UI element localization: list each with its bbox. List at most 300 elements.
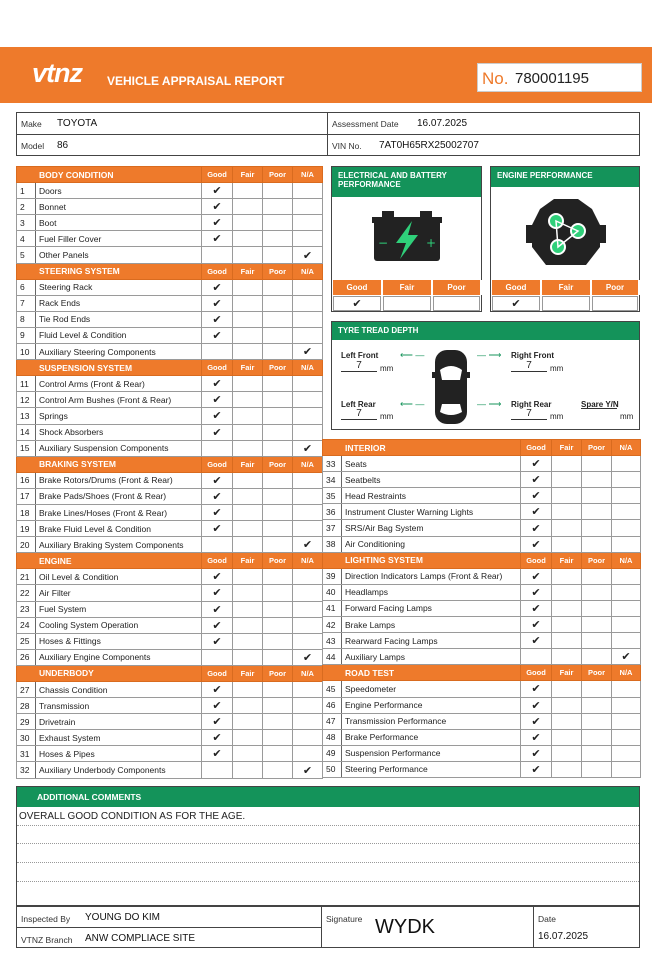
rating-cell-fair[interactable]	[233, 617, 263, 633]
checklist-row	[17, 311, 323, 327]
rating-cell-n-a[interactable]	[612, 520, 641, 536]
rating-header-fair: Fair	[233, 553, 263, 569]
rating-cell-n-a[interactable]	[293, 730, 323, 746]
rating-cell-fair[interactable]	[552, 761, 582, 777]
rating-cell-fair[interactable]	[233, 183, 263, 199]
rating-cell-good[interactable]: ✔	[202, 569, 233, 585]
rating-cell-poor[interactable]	[263, 617, 293, 633]
rating-cell-n-a[interactable]	[293, 183, 323, 199]
rating-cell-good[interactable]: ✔	[202, 408, 233, 424]
rating-cell-n-a[interactable]	[293, 698, 323, 714]
rating-cell-fair[interactable]	[233, 376, 263, 392]
rating-cell-poor[interactable]	[263, 601, 293, 617]
tyre-tread-panel	[331, 321, 640, 430]
rating-cell-fair[interactable]	[233, 279, 263, 295]
rating-cell-good[interactable]: ✔	[202, 730, 233, 746]
item-name: Other Panels	[36, 247, 202, 263]
rating-cell-good[interactable]: ✔	[492, 296, 540, 311]
rating-cell-poor[interactable]	[263, 762, 293, 778]
section-title: STEERING SYSTEM	[17, 263, 202, 279]
rating-cell-poor[interactable]	[592, 296, 638, 311]
item-number: 33	[323, 456, 342, 472]
rating-cell-fair[interactable]	[233, 730, 263, 746]
rating-cell-good[interactable]: ✔	[202, 682, 233, 698]
checklist-row	[17, 649, 323, 665]
battery-icon	[372, 207, 442, 263]
rating-cell-poor[interactable]	[263, 440, 293, 456]
rating-cell-fair[interactable]	[233, 215, 263, 231]
rating-cell-n-a[interactable]	[612, 536, 641, 552]
svg-text:+: +	[426, 236, 437, 250]
rating-cell-n-a[interactable]	[612, 504, 641, 520]
rating-cell-good[interactable]: ✔	[521, 536, 552, 552]
date-value: 16.07.2025	[417, 118, 468, 129]
checklist-row	[17, 472, 323, 488]
rating-cell-n-a[interactable]: ✔	[293, 762, 323, 778]
rating-cell-n-a[interactable]	[293, 424, 323, 440]
rating-cell-good[interactable]	[202, 537, 233, 553]
rating-cell-poor[interactable]	[263, 327, 293, 343]
rating-cell-good[interactable]: ✔	[202, 279, 233, 295]
rating-cell-poor[interactable]	[582, 697, 612, 713]
item-name: Fuel Filler Cover	[36, 231, 202, 247]
rating-cell-good[interactable]: ✔	[202, 392, 233, 408]
rating-cell-good[interactable]: ✔	[521, 681, 552, 697]
rating-cell-good[interactable]: ✔	[202, 183, 233, 199]
rating-cell-fair[interactable]	[552, 697, 582, 713]
rating-cell-fair[interactable]	[552, 649, 582, 665]
rating-cell-poor[interactable]	[582, 520, 612, 536]
signature-value: WYDK	[375, 916, 435, 938]
rating-cell-good[interactable]: ✔	[521, 729, 552, 745]
rating-cell-poor[interactable]	[582, 472, 612, 488]
rating-cell-n-a[interactable]	[293, 633, 323, 649]
rating-cell-n-a[interactable]	[612, 488, 641, 504]
rating-cell-poor[interactable]	[582, 600, 612, 616]
rating-cell-fair[interactable]	[552, 456, 582, 472]
rating-cell-fair[interactable]	[233, 649, 263, 665]
rating-cell-poor[interactable]	[582, 504, 612, 520]
rating-header-poor: Poor	[263, 263, 293, 279]
rating-cell-n-a[interactable]	[612, 697, 641, 713]
rating-cell-fair[interactable]	[233, 247, 263, 263]
rating-cell-poor[interactable]	[263, 682, 293, 698]
rating-cell-poor[interactable]	[582, 456, 612, 472]
rating-cell-fair[interactable]	[233, 521, 263, 537]
rating-cell-good[interactable]: ✔	[521, 520, 552, 536]
rating-cell-n-a[interactable]: ✔	[293, 537, 323, 553]
rating-cell-poor[interactable]	[263, 231, 293, 247]
rating-cell-fair[interactable]	[233, 682, 263, 698]
rating-cell-fair[interactable]	[233, 633, 263, 649]
rating-cell-poor[interactable]	[263, 521, 293, 537]
rating-cell-n-a[interactable]	[293, 682, 323, 698]
rating-cell-poor[interactable]	[582, 761, 612, 777]
rating-cell-fair[interactable]	[233, 569, 263, 585]
rating-cell-good[interactable]: ✔	[202, 215, 233, 231]
rating-cell-fair[interactable]	[233, 408, 263, 424]
rating-cell-n-a[interactable]	[293, 472, 323, 488]
rating-cell-good[interactable]: ✔	[202, 376, 233, 392]
right-front-label: Right Front	[511, 351, 555, 360]
rating-cell-good[interactable]	[202, 649, 233, 665]
rating-cell-poor[interactable]	[263, 537, 293, 553]
item-name: Engine Performance	[342, 697, 521, 713]
item-name: Transmission Performance	[342, 713, 521, 729]
rating-cell-good[interactable]: ✔	[202, 424, 233, 440]
rating-header-fair: Fair	[233, 167, 263, 183]
rating-cell-good[interactable]: ✔	[202, 633, 233, 649]
rating-cell-poor[interactable]	[433, 296, 480, 311]
rating-cell-good[interactable]	[202, 762, 233, 778]
rating-cell-poor[interactable]	[263, 472, 293, 488]
rating-cell-poor[interactable]	[582, 745, 612, 761]
rating-cell-fair[interactable]	[552, 745, 582, 761]
rating-cell-fair[interactable]	[552, 633, 582, 649]
section-title: SUSPENSION SYSTEM	[17, 360, 202, 376]
rating-cell-fair[interactable]	[233, 746, 263, 762]
rating-cell-good[interactable]	[202, 247, 233, 263]
item-number: 48	[323, 729, 342, 745]
item-number: 16	[17, 472, 36, 488]
item-number: 40	[323, 584, 342, 600]
rating-cell-poor[interactable]	[263, 585, 293, 601]
rating-cell-n-a[interactable]	[293, 746, 323, 762]
checklist-row	[323, 633, 641, 649]
section-title: LIGHTING SYSTEM	[323, 552, 521, 568]
rating-cell-good[interactable]: ✔	[521, 745, 552, 761]
rating-cell-good[interactable]: ✔	[202, 231, 233, 247]
rating-cell-good[interactable]	[521, 649, 552, 665]
rating-cell-fair[interactable]	[233, 585, 263, 601]
rating-cell-fair[interactable]	[552, 729, 582, 745]
rating-cell-fair[interactable]	[552, 520, 582, 536]
rating-cell-n-a[interactable]	[293, 521, 323, 537]
rating-cell-poor[interactable]	[263, 215, 293, 231]
electrical-rating-cells	[333, 296, 482, 311]
rating-cell-fair[interactable]	[233, 762, 263, 778]
rating-cell-poor[interactable]	[263, 488, 293, 504]
rating-cell-good[interactable]	[202, 344, 233, 360]
rating-header-good: Good	[521, 440, 552, 456]
item-name: Auxiliary Braking System Components	[36, 537, 202, 553]
rating-cell-good[interactable]: ✔	[202, 504, 233, 520]
rating-cell-good[interactable]: ✔	[521, 568, 552, 584]
rating-cell-n-a[interactable]	[293, 408, 323, 424]
rating-cell-n-a[interactable]	[293, 231, 323, 247]
rating-cell-poor[interactable]	[263, 649, 293, 665]
rating-cell-n-a[interactable]	[293, 714, 323, 730]
rating-cell-fair[interactable]	[552, 617, 582, 633]
rating-cell-poor[interactable]	[263, 714, 293, 730]
rating-cell-fair[interactable]	[233, 601, 263, 617]
checklist-row	[17, 521, 323, 537]
rating-cell-good[interactable]: ✔	[202, 488, 233, 504]
rating-cell-good[interactable]: ✔	[521, 697, 552, 713]
rating-header-n-a: N/A	[293, 665, 323, 681]
rating-cell-fair[interactable]	[552, 504, 582, 520]
rating-cell-n-a[interactable]	[612, 745, 641, 761]
rating-cell-n-a[interactable]: ✔	[293, 247, 323, 263]
model-label: Model	[21, 141, 45, 151]
rating-header-poor: Poor	[263, 456, 293, 472]
checklist-row	[17, 569, 323, 585]
rating-cell-poor[interactable]	[582, 681, 612, 697]
rating-cell-poor[interactable]	[263, 295, 293, 311]
rating-cell-good[interactable]: ✔	[521, 504, 552, 520]
rating-cell-good[interactable]: ✔	[521, 584, 552, 600]
rating-cell-good[interactable]: ✔	[521, 456, 552, 472]
item-number: 20	[17, 537, 36, 553]
comment-line	[17, 863, 639, 882]
item-name: Transmission	[36, 698, 202, 714]
checklist-row	[17, 424, 323, 440]
rating-cell-poor[interactable]	[263, 199, 293, 215]
rating-cell-fair[interactable]	[542, 296, 590, 311]
rating-cell-fair[interactable]	[233, 199, 263, 215]
rating-cell-poor[interactable]	[263, 279, 293, 295]
rating-cell-poor[interactable]	[263, 504, 293, 520]
item-number: 44	[323, 649, 342, 665]
rating-cell-fair[interactable]	[552, 488, 582, 504]
rating-cell-poor[interactable]	[582, 633, 612, 649]
rating-header-fair: Fair	[552, 440, 582, 456]
rating-cell-fair[interactable]	[233, 698, 263, 714]
rating-cell-poor[interactable]	[263, 730, 293, 746]
left-rear-label: Left Rear	[341, 400, 376, 409]
rating-cell-fair[interactable]	[552, 536, 582, 552]
checklist-row	[17, 199, 323, 215]
item-name: Head Restraints	[342, 488, 521, 504]
rating-cell-n-a[interactable]	[293, 215, 323, 231]
vtnz-logo: vtnz	[32, 58, 82, 88]
item-name: Auxiliary Suspension Components	[36, 440, 202, 456]
rating-cell-n-a[interactable]	[612, 568, 641, 584]
engine-performance-title: ENGINE PERFORMANCE	[491, 167, 639, 187]
rating-cell-fair[interactable]	[233, 392, 263, 408]
rating-cell-n-a[interactable]	[293, 279, 323, 295]
rating-cell-good[interactable]: ✔	[202, 746, 233, 762]
rating-cell-good[interactable]: ✔	[521, 761, 552, 777]
rating-cell-good[interactable]: ✔	[202, 714, 233, 730]
rating-cell-poor[interactable]	[263, 424, 293, 440]
rating-cell-fair[interactable]	[233, 472, 263, 488]
rating-cell-poor[interactable]	[582, 536, 612, 552]
rating-cell-n-a[interactable]	[612, 633, 641, 649]
rating-cell-poor[interactable]	[582, 617, 612, 633]
rating-cell-fair[interactable]	[233, 440, 263, 456]
rating-cell-good[interactable]: ✔	[202, 698, 233, 714]
comment-line	[17, 844, 639, 863]
underbody-header	[17, 665, 323, 681]
rating-cell-n-a[interactable]	[293, 311, 323, 327]
left-checklist-table	[16, 166, 323, 779]
item-number: 8	[17, 311, 36, 327]
rating-cell-fair[interactable]	[552, 681, 582, 697]
rating-cell-n-a[interactable]	[293, 295, 323, 311]
rating-cell-good[interactable]: ✔	[202, 472, 233, 488]
rating-cell-n-a[interactable]	[293, 392, 323, 408]
right-rear-value: 7	[511, 408, 547, 420]
checklist-row	[17, 601, 323, 617]
rating-cell-n-a[interactable]	[612, 617, 641, 633]
checklist-row	[17, 376, 323, 392]
item-number: 1	[17, 183, 36, 199]
rating-cell-poor[interactable]	[263, 569, 293, 585]
signature-label: Signature	[326, 914, 363, 924]
rating-cell-n-a[interactable]	[612, 456, 641, 472]
rating-cell-poor[interactable]	[582, 488, 612, 504]
rating-cell-good[interactable]: ✔	[333, 296, 381, 311]
vin-value: 7AT0H65RX25002707	[379, 140, 479, 151]
rating-cell-n-a[interactable]	[293, 199, 323, 215]
item-number: 14	[17, 424, 36, 440]
checklist-row	[323, 488, 641, 504]
rating-cell-n-a[interactable]	[612, 584, 641, 600]
rating-cell-poor[interactable]	[582, 649, 612, 665]
rating-cell-n-a[interactable]	[612, 713, 641, 729]
rating-cell-poor[interactable]	[263, 311, 293, 327]
rating-cell-fair[interactable]	[552, 472, 582, 488]
rating-cell-fair[interactable]	[233, 488, 263, 504]
item-name: Suspension Performance	[342, 745, 521, 761]
rating-cell-poor[interactable]	[263, 392, 293, 408]
rating-cell-fair[interactable]	[552, 713, 582, 729]
arrow-left-icon: ⟵ —	[400, 399, 425, 409]
item-name: Direction Indicators Lamps (Front & Rear)	[342, 568, 521, 584]
comment-line	[17, 882, 639, 901]
checklist-row	[323, 729, 641, 745]
rating-cell-good[interactable]: ✔	[521, 488, 552, 504]
rating-header-fair: Fair	[383, 280, 433, 295]
checklist-row	[17, 730, 323, 746]
rating-cell-fair[interactable]	[233, 311, 263, 327]
make-label: Make	[21, 119, 42, 129]
rating-cell-fair[interactable]	[233, 344, 263, 360]
checklist-row	[323, 617, 641, 633]
rating-cell-n-a[interactable]: ✔	[293, 344, 323, 360]
rating-cell-n-a[interactable]	[293, 327, 323, 343]
rating-header-fair: Fair	[233, 665, 263, 681]
rating-cell-fair[interactable]	[233, 537, 263, 553]
rating-cell-n-a[interactable]: ✔	[293, 440, 323, 456]
rating-cell-n-a[interactable]: ✔	[612, 649, 641, 665]
rating-cell-n-a[interactable]	[293, 617, 323, 633]
checklist-row	[17, 231, 323, 247]
rating-cell-n-a[interactable]	[612, 729, 641, 745]
rating-cell-n-a[interactable]	[612, 681, 641, 697]
rating-header-poor: Poor	[582, 665, 612, 681]
checklist-row	[17, 698, 323, 714]
engine-icon	[526, 195, 606, 271]
rating-cell-n-a[interactable]	[612, 761, 641, 777]
engine-header	[17, 553, 323, 569]
rating-cell-fair[interactable]	[552, 584, 582, 600]
item-number: 28	[17, 698, 36, 714]
rating-cell-good[interactable]	[202, 440, 233, 456]
rating-cell-fair[interactable]	[233, 327, 263, 343]
item-number: 3	[17, 215, 36, 231]
rating-cell-good[interactable]: ✔	[202, 327, 233, 343]
checklist-row	[17, 488, 323, 504]
item-name: Headlamps	[342, 584, 521, 600]
rating-cell-good[interactable]: ✔	[202, 601, 233, 617]
item-number: 17	[17, 488, 36, 504]
rating-cell-n-a[interactable]	[293, 488, 323, 504]
rating-cell-good[interactable]: ✔	[202, 585, 233, 601]
rating-cell-good[interactable]: ✔	[202, 295, 233, 311]
left-front-unit: mm	[380, 364, 394, 373]
rating-cell-poor[interactable]	[263, 408, 293, 424]
rating-cell-n-a[interactable]: ✔	[293, 649, 323, 665]
rating-cell-n-a[interactable]	[293, 504, 323, 520]
rating-cell-poor[interactable]	[582, 729, 612, 745]
rating-cell-fair[interactable]	[552, 568, 582, 584]
rating-cell-poor[interactable]	[263, 247, 293, 263]
rating-cell-good[interactable]: ✔	[202, 617, 233, 633]
rating-cell-poor[interactable]	[263, 746, 293, 762]
rating-cell-poor[interactable]	[263, 633, 293, 649]
rating-cell-n-a[interactable]	[293, 569, 323, 585]
report-title: VEHICLE APPRAISAL REPORT	[107, 74, 285, 88]
rating-cell-n-a[interactable]	[293, 376, 323, 392]
rating-cell-good[interactable]: ✔	[521, 633, 552, 649]
rating-cell-poor[interactable]	[582, 584, 612, 600]
rating-cell-poor[interactable]	[263, 376, 293, 392]
rating-cell-poor[interactable]	[263, 698, 293, 714]
rating-cell-poor[interactable]	[263, 183, 293, 199]
item-number: 9	[17, 327, 36, 343]
rating-cell-good[interactable]: ✔	[521, 617, 552, 633]
item-name: Fluid Level & Condition	[36, 327, 202, 343]
engine-performance-panel	[490, 166, 640, 312]
rating-cell-good[interactable]: ✔	[521, 600, 552, 616]
rating-cell-fair[interactable]	[233, 424, 263, 440]
rating-header-poor: Poor	[263, 553, 293, 569]
rating-cell-n-a[interactable]	[293, 585, 323, 601]
rating-cell-good[interactable]: ✔	[521, 713, 552, 729]
item-name: Oil Level & Condition	[36, 569, 202, 585]
item-name: Steering Performance	[342, 761, 521, 777]
rating-cell-good[interactable]: ✔	[521, 472, 552, 488]
header-bar	[0, 47, 652, 103]
item-number: 50	[323, 761, 342, 777]
rating-cell-n-a[interactable]	[612, 472, 641, 488]
rating-cell-good[interactable]: ✔	[202, 199, 233, 215]
rating-cell-poor[interactable]	[582, 713, 612, 729]
rating-cell-n-a[interactable]	[612, 600, 641, 616]
rating-cell-fair[interactable]	[383, 296, 431, 311]
rating-cell-poor[interactable]	[582, 568, 612, 584]
checklist-row	[17, 633, 323, 649]
rating-cell-good[interactable]: ✔	[202, 521, 233, 537]
rating-cell-fair[interactable]	[233, 714, 263, 730]
lighting-system-header	[323, 552, 641, 568]
item-name: Fuel System	[36, 601, 202, 617]
rating-cell-fair[interactable]	[552, 600, 582, 616]
item-number: 26	[17, 649, 36, 665]
vehicle-info	[16, 112, 640, 156]
rating-cell-fair[interactable]	[233, 504, 263, 520]
rating-cell-fair[interactable]	[233, 295, 263, 311]
rating-cell-n-a[interactable]	[293, 601, 323, 617]
rating-cell-good[interactable]: ✔	[202, 311, 233, 327]
svg-text:−: −	[378, 236, 389, 250]
rating-header-n-a: N/A	[612, 552, 641, 568]
item-number: 12	[17, 392, 36, 408]
rating-cell-fair[interactable]	[233, 231, 263, 247]
rating-cell-poor[interactable]	[263, 344, 293, 360]
